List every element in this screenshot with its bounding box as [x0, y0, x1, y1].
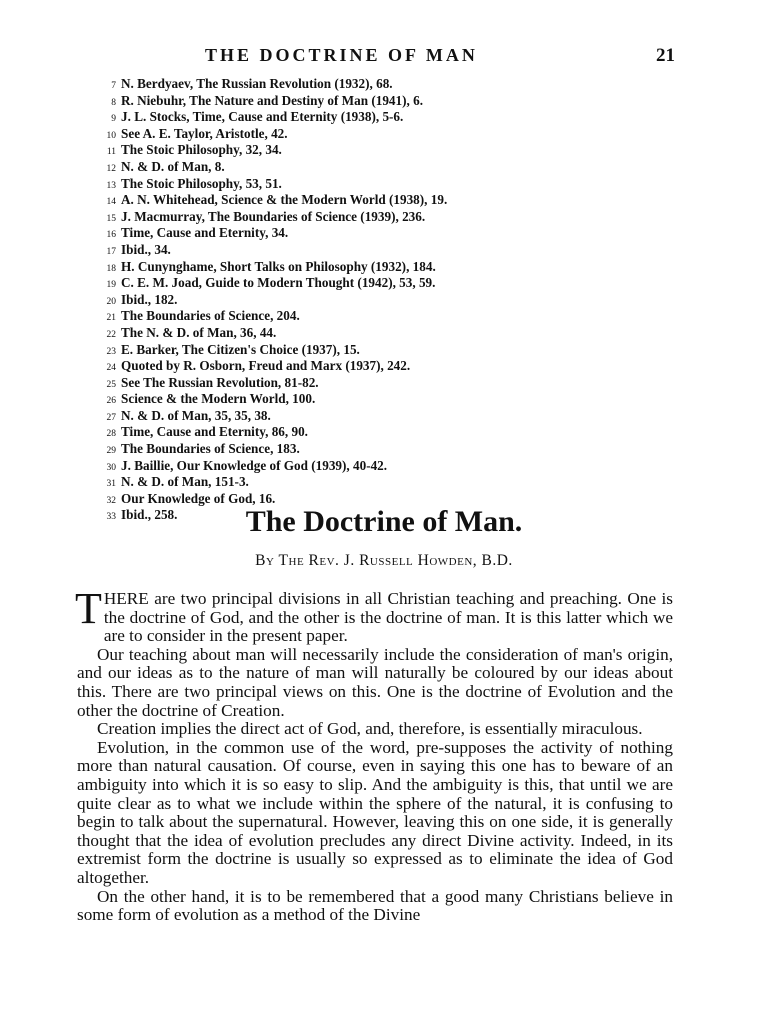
endnote-text: A. N. Whitehead, Science & the Modern World (1938), 19. [121, 192, 448, 208]
endnote-text: E. Barker, The Citizen's Choice (1937), 15. [121, 341, 360, 357]
endnote-item [88, 343, 688, 360]
endnote-item [88, 260, 688, 277]
endnote-number: 17 [106, 246, 116, 257]
endnote-text: The Boundaries of Science, 204. [121, 308, 300, 324]
endnote-item [88, 127, 688, 144]
running-head [205, 45, 675, 66]
endnote-number: 11 [106, 147, 116, 158]
endnote-text: N. & D. of Man, 151-3. [121, 474, 249, 490]
paragraph: Evolution, in the common use of the word, pre-supposes the activity of nothing more than natural causation. Of course, even in saying this one has to beware of an ambiguity into which it is so easy to slip. And the ambiguity is this, that until we are quite clear as to what we include within the sphere of the natural, it is confusing to begin to talk about the supernatural. However, leaving this on one side, it is generally thought that the idea of evolution precludes any direct Divine activity. Indeed, in its extremist form the doctrine is usually so expressed as to eliminate the idea of God altogether. [77, 737, 673, 887]
endnote-number: 8 [111, 97, 116, 108]
paragraph: Our teaching about man will necessarily include the consideration of man's origin, and our ideas as to the nature of man will naturally be coloured by our ideas about this. There are two principal views on this. One is the doctrine of Evolution and the other the doctrine of Creation. [77, 644, 673, 720]
endnote-item [88, 276, 688, 293]
endnote-text: R. Niebuhr, The Nature and Destiny of Man (1941), 6. [121, 92, 423, 108]
endnote-text: N. Berdyaev, The Russian Revolution (1932), 68. [121, 76, 393, 91]
endnote-number: 10 [106, 130, 116, 141]
endnote-text: Ibid., 182. [121, 291, 178, 307]
endnote-item [88, 160, 688, 177]
endnote-text: The Stoic Philosophy, 53, 51. [121, 175, 282, 191]
endnote-number: 14 [106, 197, 116, 208]
endnote-text: N. & D. of Man, 35, 35, 38. [121, 407, 271, 423]
endnote-number: 24 [106, 363, 116, 374]
article-body [75, 584, 673, 925]
endnote-item [88, 77, 688, 94]
endnote-text: The N. & D. of Man, 36, 44. [121, 324, 277, 340]
endnote-text: J. Macmurray, The Boundaries of Science (1939), 236. [121, 208, 426, 224]
endnote-text: Time, Cause and Eternity, 34. [121, 225, 289, 241]
endnote-item [88, 94, 688, 111]
endnote-number: 13 [106, 180, 116, 191]
endnote-number: 29 [106, 446, 116, 457]
endnote-number: 28 [106, 429, 116, 440]
running-title: THE DOCTRINE OF MAN [205, 45, 478, 65]
byline-text: By The Rev. J. Russell Howden, B.D. [255, 552, 513, 569]
endnote-item [88, 226, 688, 243]
endnote-item [88, 293, 688, 310]
endnote-number: 15 [106, 213, 116, 224]
endnote-number: 26 [106, 396, 116, 407]
endnote-item [88, 210, 688, 227]
endnote-number: 21 [106, 313, 116, 324]
endnote-number: 32 [106, 495, 116, 506]
endnote-item [88, 376, 688, 393]
endnote-item [88, 409, 688, 426]
endnote-number: 16 [106, 230, 116, 241]
endnote-item [88, 143, 688, 160]
endnote-item [88, 392, 688, 409]
endnote-number: 25 [106, 379, 116, 390]
endnote-number: 12 [106, 163, 116, 174]
endnotes-list [88, 77, 688, 525]
endnote-number: 22 [106, 329, 116, 340]
endnote-text: N. & D. of Man, 8. [121, 158, 225, 174]
endnote-item [88, 459, 688, 476]
endnote-number: 23 [106, 346, 116, 357]
endnote-text: The Boundaries of Science, 183. [121, 441, 300, 457]
endnote-text: C. E. M. Joad, Guide to Modern Thought (1942), 53, 59. [121, 275, 436, 291]
endnote-item [88, 177, 688, 194]
endnote-text: See A. E. Taylor, Aristotle, 42. [121, 125, 288, 141]
endnote-text: Quoted by R. Osborn, Freud and Marx (1937), 242. [121, 358, 411, 374]
drop-cap: T [75, 584, 102, 633]
endnote-text: Our Knowledge of God, 16. [121, 490, 276, 506]
endnote-text: See The Russian Revolution, 81-82. [121, 374, 319, 390]
endnote-number: 30 [106, 462, 116, 473]
endnote-number: 7 [111, 81, 116, 91]
endnote-number: 19 [106, 280, 116, 291]
endnote-item [88, 359, 688, 376]
endnote-text: H. Cunynghame, Short Talks on Philosophy (1932), 184. [121, 258, 436, 274]
endnote-item [88, 326, 688, 343]
endnote-number: 9 [111, 114, 116, 125]
endnote-text: Ibid., 34. [121, 241, 171, 257]
endnote-text: Time, Cause and Eternity, 86, 90. [121, 424, 308, 440]
endnote-text: The Stoic Philosophy, 32, 34. [121, 142, 282, 158]
endnote-item [88, 193, 688, 210]
endnote-text: Ibid., 258. [121, 507, 178, 523]
endnote-item [88, 475, 688, 492]
page-number: 21 [656, 45, 675, 66]
paragraph: Creation implies the direct act of God, and, therefore, is essentially miraculous. [97, 719, 643, 739]
endnote-number: 31 [106, 479, 116, 490]
paragraph-text: HERE are two principal divisions in all Christian teaching and preaching. One is the doctrine of God, and the other is the doctrine of man. It is this latter which we are to consider in the present paper. [103, 589, 673, 646]
endnote-item [88, 309, 688, 326]
endnote-number: 27 [106, 412, 116, 423]
article-byline [0, 552, 768, 570]
endnote-number: 20 [106, 296, 116, 307]
endnote-item [88, 243, 688, 260]
endnote-number: 33 [106, 512, 116, 523]
endnote-text: J. L. Stocks, Time, Cause and Eternity (1938), 5-6. [121, 109, 404, 125]
endnote-text: Science & the Modern World, 100. [121, 391, 316, 407]
paragraph: On the other hand, it is to be remembered that a good many Christians believe in some form of evolution as a method of the Divine [77, 886, 673, 925]
paragraph [75, 584, 673, 646]
endnote-item [88, 110, 688, 127]
endnote-text: J. Baillie, Our Knowledge of God (1939), 40-42. [121, 457, 388, 473]
article-title: The Doctrine of Man. [245, 505, 523, 538]
endnote-number: 18 [106, 263, 116, 274]
endnote-item [88, 425, 688, 442]
endnote-item [88, 442, 688, 459]
